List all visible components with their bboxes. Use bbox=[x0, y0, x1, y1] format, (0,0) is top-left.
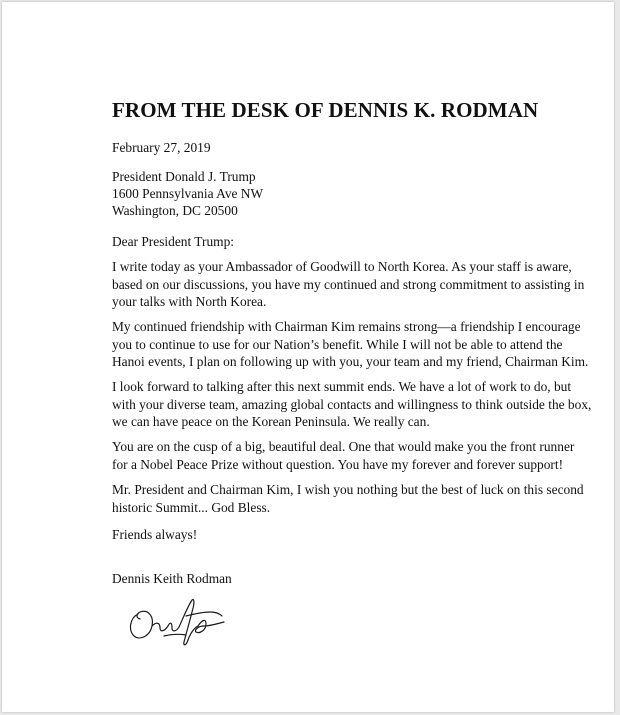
paragraph-3 bbox=[112, 378, 591, 431]
paragraph-line: with your diverse team, amazing global contacts and willingness to think outside the box, bbox=[112, 396, 592, 412]
letterhead-title: FROM THE DESK OF DENNIS K. RODMAN bbox=[112, 98, 539, 122]
paragraph-4 bbox=[112, 438, 574, 473]
paragraph-line: Mr. President and Chairman Kim, I wish you nothing but the best of luck on this second bbox=[112, 482, 584, 497]
paragraph-line: you to continue to use for our Nation’s benefit. While I will not be able to attend the bbox=[112, 336, 563, 352]
paragraph-line: your talks with North Korea. bbox=[112, 294, 267, 310]
paragraph-line: we can have peace on the Korean Peninsula. We really can. bbox=[112, 414, 430, 430]
letter-page bbox=[2, 2, 614, 712]
paragraph-2 bbox=[112, 318, 588, 371]
paragraph-1 bbox=[112, 258, 584, 311]
recipient-city: Washington, DC 20500 bbox=[112, 203, 238, 218]
paragraph-5 bbox=[112, 481, 584, 516]
letter-date: February 27, 2019 bbox=[112, 140, 211, 155]
salutation: Dear President Trump: bbox=[112, 234, 234, 249]
recipient-street: 1600 Pennsylvania Ave NW bbox=[112, 186, 264, 201]
paragraph-line: for a Nobel Peace Prize without question. You have my forever and forever support! bbox=[112, 456, 564, 472]
paragraph-line: I look forward to talking after this next summit ends. We have a lot of work to do, but bbox=[112, 379, 572, 394]
paragraph-line: based on our discussions, you have my continued and strong commitment to assisting in bbox=[112, 276, 585, 292]
paragraph-line: You are on the cusp of a big, beautiful deal. One that would make you the front runner bbox=[112, 439, 575, 454]
paragraph-line: historic Summit... God Bless. bbox=[112, 499, 271, 515]
recipient-name: President Donald J. Trump bbox=[112, 169, 256, 184]
paragraph-line: My continued friendship with Chairman Kim remains strong—a friendship I encourage bbox=[112, 319, 581, 334]
closing: Friends always! bbox=[112, 527, 198, 542]
paragraph-line: I write today as your Ambassador of Goodwill to North Korea. As your staff is aware, bbox=[112, 259, 572, 274]
handwritten-signature bbox=[124, 592, 234, 652]
paragraph-line: Hanoi events, I plan on following up with you, your team and my friend, Chairman Kim. bbox=[112, 354, 589, 370]
signer-name: Dennis Keith Rodman bbox=[112, 571, 232, 586]
